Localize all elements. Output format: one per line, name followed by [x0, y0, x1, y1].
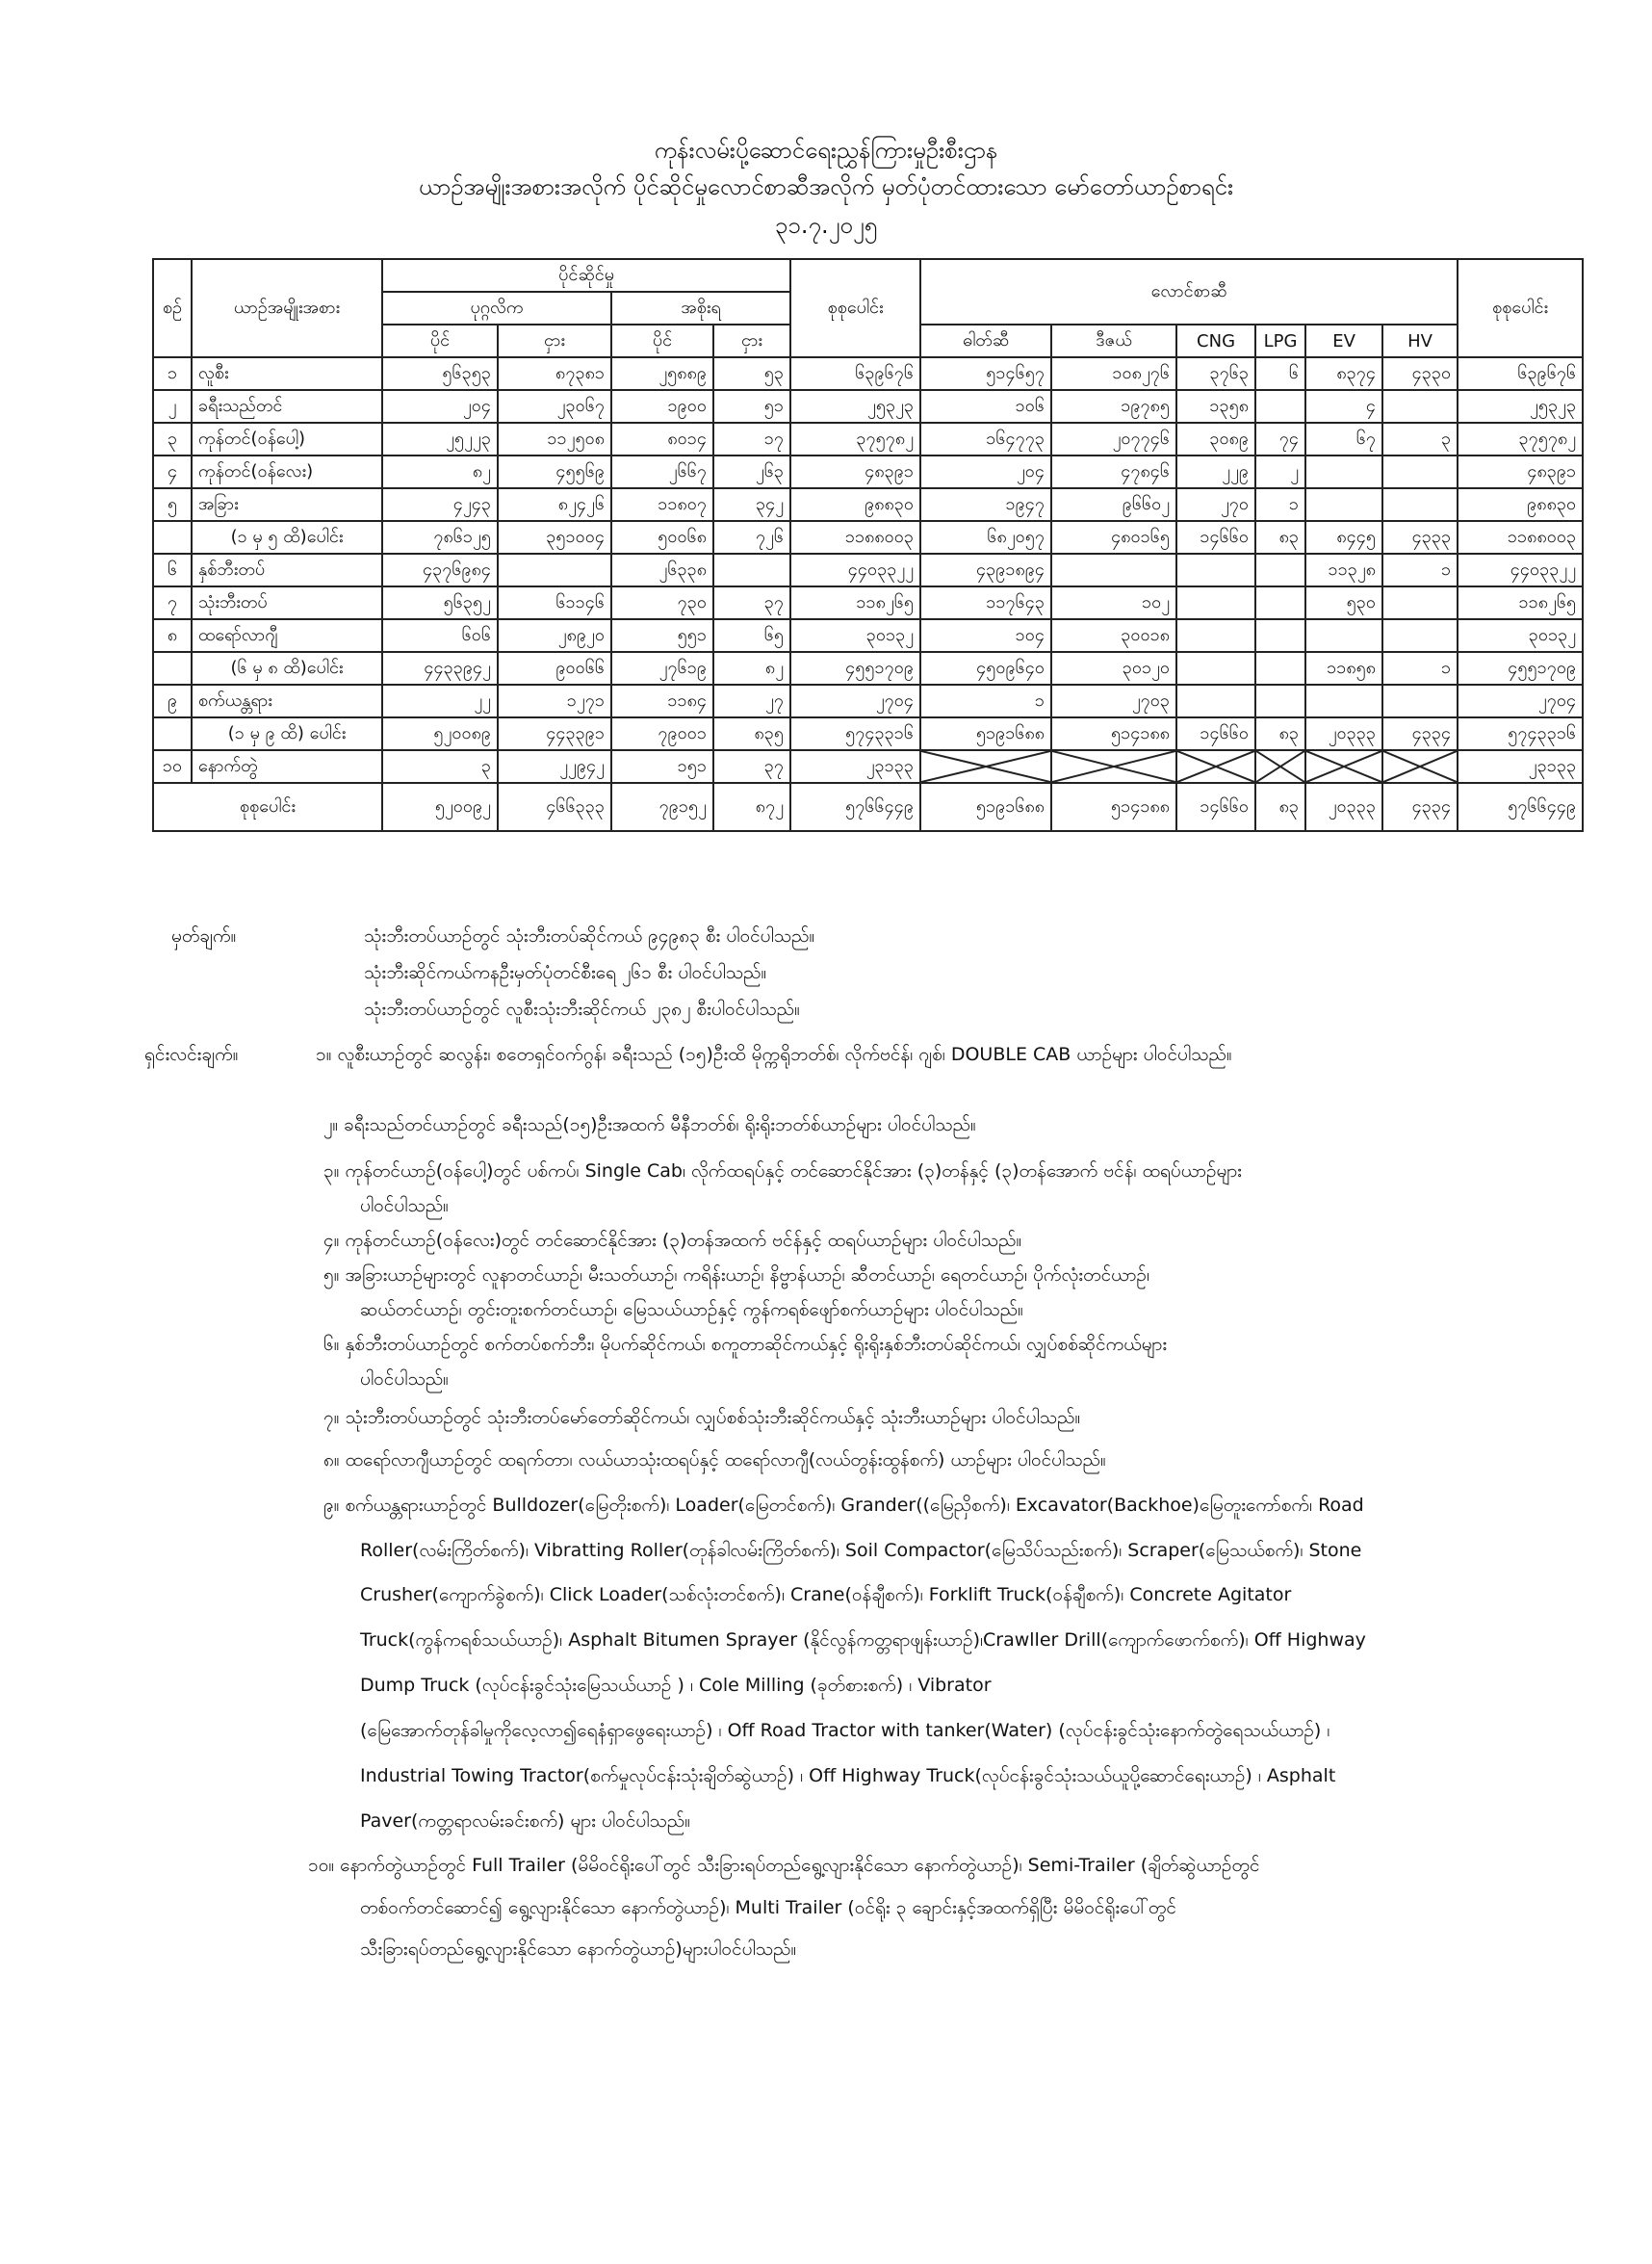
header-hv: HV	[1382, 325, 1458, 357]
cell-ev: ၄	[1305, 390, 1382, 423]
row-no: ၂	[153, 390, 192, 423]
cell-private-own: ၆၀၆	[382, 619, 498, 652]
cell-fuel-total: ၂၅၃၂၃	[1458, 390, 1583, 423]
cell-ownership-total: ၁၁၈၂၆၅	[790, 586, 920, 619]
cell-gov-own: ၂၆၃၃၈	[611, 554, 713, 586]
explanation-line: Crusher(ကျောက်ခွဲစက်)၊ Click Loader(သစ်လုံးတင်စက်)၊ Crane(ဝန်ချီစက်)၊ Forklift Truck(ဝန်ချီစက်)၊ Concrete Agitator	[360, 1584, 1292, 1605]
header-private-rent: ငှား	[498, 325, 611, 357]
total-hv: ၄၃၃၄	[1382, 783, 1458, 831]
cell-ownership-total: ၂၅၃၂၃	[790, 390, 920, 423]
cell-gov-own: ၂၅၈၈၉	[611, 357, 713, 390]
cell-gov-rent: ၆၅	[713, 619, 790, 652]
explanation-line: ၉။ စက်ယန္တရားယာဉ်တွင် Bulldozer(မြေတိုးစက်)၊ Loader(မြေတင်စက်)၊ Grander((မြေညှိစက်)၊ Excavator(Backhoe)မြေတူးကော်စက်၊ Road	[323, 1495, 1364, 1516]
cell-fuel-total: ၃၀၁၃၂	[1458, 619, 1583, 652]
crossed-cell	[1382, 750, 1458, 783]
cell-petrol: ၆၈၂၀၅၇	[920, 521, 1051, 554]
cell-private-own: ၅၆၃၅၂	[382, 586, 498, 619]
cell-ownership-total: ၄၄၀၃၃၂၂	[790, 554, 920, 586]
header-cng: CNG	[1176, 325, 1255, 357]
cell-ownership-total: ၃၀၁၃၂	[790, 619, 920, 652]
explanation-line: Truck(ကွန်ကရစ်သယ်ယာဉ်)၊ Asphalt Bitumen Sprayer (နိုင်လွန်ကတ္တရာဖျန်းယာဉ်)၊Crawller Drill(ကျောက်ဖောက်စက်)၊ Off Highway	[360, 1629, 1366, 1651]
row-type: နှစ်ဘီးတပ်	[192, 554, 382, 586]
row-type: ခရီးသည်တင်	[192, 390, 382, 423]
row-no: ၈	[153, 619, 192, 652]
cell-fuel-total: ၉၈၈၃၀	[1458, 488, 1583, 521]
cell-gov-rent: ၃၇	[713, 750, 790, 783]
cell-gov-rent: ၈၂	[713, 652, 790, 685]
cell-hv	[1382, 455, 1458, 488]
total-ev: ၂၀၃၃၃	[1305, 783, 1382, 831]
cell-ev	[1305, 619, 1382, 652]
cell-hv: ၃	[1382, 423, 1458, 455]
cell-gov-own: ၂၇၆၁၉	[611, 652, 713, 685]
cell-petrol: ၁၉၄၇	[920, 488, 1051, 521]
cell-private-rent: ၂၃၀၆၇	[498, 390, 611, 423]
cell-gov-own: ၁၁၈၀၇	[611, 488, 713, 521]
cell-ev: ၈၃၇၄	[1305, 357, 1382, 390]
cell-petrol: ၂၀၄	[920, 455, 1051, 488]
explanation-line: ၄။ ကုန်တင်ယာဉ်(ဝန်လေး)တွင် တင်ဆောင်နိုင်အား (၃)တန်အထက် ဗင်န်နှင့် ထရပ်ယာဉ်များ ပါဝင်ပါသည်။	[323, 1230, 1022, 1251]
total-gov-own: ၇၉၁၅၂	[611, 783, 713, 831]
cell-fuel-total: ၁၁၈၈၀၀၃	[1458, 521, 1583, 554]
cell-hv: ၄၃၃၀	[1382, 357, 1458, 390]
cell-ownership-total: ၂၇၀၄	[790, 685, 920, 717]
cell-private-rent: ၈၂၄၂၆	[498, 488, 611, 521]
cell-gov-own: ၁၁၈၄	[611, 685, 713, 717]
table-row	[153, 750, 1583, 783]
cell-private-rent: ၄၄၃၃၉၁	[498, 717, 611, 750]
explanations-label: ရှင်းလင်းချက်။	[144, 1044, 239, 1065]
row-type: သုံးဘီးတပ်	[192, 586, 382, 619]
cell-private-rent: ၃၅၁၀၀၄	[498, 521, 611, 554]
cell-hv	[1382, 488, 1458, 521]
cell-lpg	[1255, 554, 1305, 586]
header-gov-own: ပိုင်	[611, 325, 713, 357]
cell-cng: ၂၇၀	[1176, 488, 1255, 521]
cell-diesel: ၂၀၇၇၄၆	[1051, 423, 1176, 455]
remark-line: သုံးဘီးဆိုင်ကယ်ကနဦးမှတ်ပုံတင်စီးရေ ၂၆၁ စီး ပါဝင်ပါသည်။	[364, 962, 767, 983]
grand-total-row	[153, 783, 1583, 831]
cell-fuel-total: ၂၇၀၄	[1458, 685, 1583, 717]
header-total-ownership: စုစုပေါင်း	[790, 259, 920, 357]
crossed-cell	[1305, 750, 1382, 783]
explanation-line: ၆။ နှစ်ဘီးတပ်ယာဉ်တွင် စက်တပ်စက်ဘီး၊ မိုပက်ဆိုင်ကယ်၊ စကူတာဆိုင်ကယ်နှင့် ရိုးရိုးနှစ်ဘီးတပ်ဆိုင်ကယ်၊ လျှပ်စစ်ဆိုင်ကယ်များ	[323, 1334, 1168, 1355]
cell-lpg: ၁	[1255, 488, 1305, 521]
row-no	[153, 521, 192, 554]
cell-ev: ၁၁၈၅၈	[1305, 652, 1382, 685]
header-private-own: ပိုင်	[382, 325, 498, 357]
cell-fuel-total: ၅၇၄၃၃၁၆	[1458, 717, 1583, 750]
crossed-cell	[1051, 750, 1176, 783]
table-row	[153, 390, 1583, 423]
table-row	[153, 619, 1583, 652]
row-type: (၁ မှ ၅ ထိ)ပေါင်း	[192, 521, 382, 554]
cell-hv: ၄၃၃၃	[1382, 521, 1458, 554]
cell-cng: ၃၇၆၃	[1176, 357, 1255, 390]
cell-fuel-total: ၄၅၅၁၇၀၉	[1458, 652, 1583, 685]
cell-cng	[1176, 652, 1255, 685]
cell-private-rent: ၁၁၂၅၀၈	[498, 423, 611, 455]
cell-private-own: ၅၆၃၅၃	[382, 357, 498, 390]
cell-ownership-total: ၄၈၃၉၁	[790, 455, 920, 488]
explanation-line: တစ်ဝက်တင်ဆောင်၍ ရွေ့လျားနိုင်သော နောက်တွဲယာဉ်)၊ Multi Trailer (ဝင်ရိုး ၃ ချောင်းနှင့်အထက်ရှိပြီး မိမိဝင်ရိုးပေါ်တွင်	[360, 1897, 1176, 1918]
row-type: ထရော်လာဂျီ	[192, 619, 382, 652]
report-date: ၃၁.၇.၂၀၂၅	[774, 212, 878, 239]
cell-private-rent: ၁၂၇၁	[498, 685, 611, 717]
cell-ev: ၂၀၃၃၃	[1305, 717, 1382, 750]
total-petrol: ၅၁၉၁၆၈၈	[920, 783, 1051, 831]
row-no: ၃	[153, 423, 192, 455]
cell-cng	[1176, 685, 1255, 717]
cell-cng	[1176, 586, 1255, 619]
cell-gov-rent: ၃၄၂	[713, 488, 790, 521]
cell-lpg	[1255, 685, 1305, 717]
cross-mark-icon	[1177, 751, 1254, 782]
row-no: ၅	[153, 488, 192, 521]
cell-diesel: ၁၀၈၂၇၆	[1051, 357, 1176, 390]
cell-ownership-total: ၂၃၁၃၃	[790, 750, 920, 783]
cell-diesel: ၅၁၄၁၈၈	[1051, 717, 1176, 750]
header-private: ပုဂ္ဂလိက	[382, 292, 611, 325]
cell-ownership-total: ၃၇၅၇၈၂	[790, 423, 920, 455]
cell-private-rent: ၈၇၃၈၁	[498, 357, 611, 390]
row-type: (၆ မှ ၈ ထိ)ပေါင်း	[192, 652, 382, 685]
row-no	[153, 652, 192, 685]
header-lpg: LPG	[1255, 325, 1305, 357]
cell-private-rent	[498, 554, 611, 586]
cell-private-own: ၄၃၇၆၉၈၄	[382, 554, 498, 586]
cross-mark-icon	[1256, 751, 1304, 782]
explanation-line: Roller(လမ်းကြိတ်စက်)၊ Vibratting Roller(တုန်ခါလမ်းကြိတ်စက်)၊ Soil Compactor(မြေသိပ်သည်းစက်)၊ Scraper(မြေသယ်စက်)၊ Stone	[360, 1540, 1362, 1561]
cell-hv	[1382, 586, 1458, 619]
table-row	[153, 423, 1583, 455]
header-total-fuel: စုစုပေါင်း	[1458, 259, 1583, 357]
cell-petrol: ၁၆၄၇၇၃	[920, 423, 1051, 455]
table-row	[153, 685, 1583, 717]
cell-diesel: ၁၀၂	[1051, 586, 1176, 619]
cell-lpg: ၆	[1255, 357, 1305, 390]
cell-private-own: ၅၂၀၀၈၉	[382, 717, 498, 750]
cell-cng: ၁၄၆၆၀	[1176, 717, 1255, 750]
explanation-line: သီးခြားရပ်တည်ရွေ့လျားနိုင်သော နောက်တွဲယာဉ်)များပါဝင်ပါသည်။	[360, 1939, 797, 1960]
total-private-own: ၅၂၀၀၉၂	[382, 783, 498, 831]
cell-diesel: ၄၈၀၁၆၅	[1051, 521, 1176, 554]
cell-private-own: ၂၅၂၂၃	[382, 423, 498, 455]
grand-total-label: စုစုပေါင်း	[153, 783, 382, 831]
explanation-line: ၁။ လူစီးယာဉ်တွင် ဆလွန်း၊ စတေရှင်ဝက်ဂွန်၊ ခရီးသည် (၁၅)ဦးထိ မိုက္ကရိုဘတ်စ်၊ လိုက်ဗင်န်၊ ဂျစ်၊ DOUBLE CAB ယာဉ်များ ပါဝင်ပါသည်။	[316, 1044, 1232, 1065]
header-no: စဉ်	[153, 259, 192, 357]
cell-lpg: ၈၃	[1255, 521, 1305, 554]
cell-gov-own: ၅၀၀၆၈	[611, 521, 713, 554]
cell-lpg	[1255, 390, 1305, 423]
total-lpg: ၈၃	[1255, 783, 1305, 831]
table-row	[153, 357, 1583, 390]
cell-private-rent: ၄၅၅၆၉	[498, 455, 611, 488]
cell-ownership-total: ၄၅၅၁၇၀၉	[790, 652, 920, 685]
header-ownership: ပိုင်ဆိုင်မှု	[382, 259, 790, 292]
cell-private-rent: ၂၂၉၄၂	[498, 750, 611, 783]
header-gov-rent: ငှား	[713, 325, 790, 357]
cell-diesel: ၃၀၀၁၈	[1051, 619, 1176, 652]
row-no	[153, 717, 192, 750]
explanation-line: ပါဝင်ပါသည်။	[360, 1195, 449, 1216]
total-diesel: ၅၁၄၁၈၈	[1051, 783, 1176, 831]
cell-gov-rent: ၈၃၅	[713, 717, 790, 750]
header-ev: EV	[1305, 325, 1382, 357]
row-type: လူစီး	[192, 357, 382, 390]
cell-private-own: ၂၀၄	[382, 390, 498, 423]
crossed-cell	[1176, 750, 1255, 783]
cell-gov-rent: ၅၃	[713, 357, 790, 390]
cell-gov-rent	[713, 554, 790, 586]
explanation-line: ဆယ်တင်ယာဉ်၊ တွင်းတူးစက်တင်ယာဉ်၊ မြေသယ်ယာဉ်နှင့် ကွန်ကရစ်ဖျော်စက်ယာဉ်များ ပါဝင်ပါသည်။	[360, 1299, 1023, 1320]
row-type: နောက်တွဲ	[192, 750, 382, 783]
cell-gov-rent: ၂၆၃	[713, 455, 790, 488]
cell-petrol: ၁၁၇၆၄၃	[920, 586, 1051, 619]
vehicle-table	[152, 258, 1584, 832]
cell-ev	[1305, 685, 1382, 717]
cross-mark-icon	[1383, 751, 1457, 782]
cell-gov-own: ၁၅၁	[611, 750, 713, 783]
header-type: ယာဉ်အမျိုးအစား	[192, 259, 382, 357]
total-cng: ၁၄၆၆၀	[1176, 783, 1255, 831]
cell-lpg	[1255, 652, 1305, 685]
row-type: (၁ မှ ၉ ထိ) ပေါင်း	[192, 717, 382, 750]
cell-cng	[1176, 619, 1255, 652]
cell-private-rent: ၉၀၀၆၆	[498, 652, 611, 685]
row-type: အခြား	[192, 488, 382, 521]
cell-petrol: ၁၀၄	[920, 619, 1051, 652]
cell-lpg: ၇၄	[1255, 423, 1305, 455]
cross-mark-icon	[1306, 751, 1381, 782]
explanation-line: ၇။ သုံးဘီးတပ်ယာဉ်တွင် သုံးဘီးတပ်မော်တော်ဆိုင်ကယ်၊ လျှပ်စစ်သုံးဘီးဆိုင်ကယ်နှင့် သုံးဘီးယာဉ်များ ပါဝင်ပါသည်။	[323, 1407, 1081, 1428]
cell-petrol: ၅၁၉၁၆၈၈	[920, 717, 1051, 750]
total-gov-rent: ၈၇၂	[713, 783, 790, 831]
explanation-line: ၈။ ထရော်လာဂျီယာဉ်တွင် ထရက်တာ၊ လယ်ယာသုံးထရပ်နှင့် ထရော်လာဂျီ(လယ်တွန်းထွန်စက်) ယာဉ်များ ပါဝင်ပါသည်။	[323, 1449, 1106, 1470]
total-fuel-total: ၅၇၆၆၄၄၉	[1458, 783, 1583, 831]
cell-gov-rent: ၅၁	[713, 390, 790, 423]
cell-private-rent: ၆၁၁၄၆	[498, 586, 611, 619]
cell-gov-own: ၈၀၁၄	[611, 423, 713, 455]
explanation-line: Industrial Towing Tractor(စက်မှုလုပ်ငန်းသုံးချိတ်ဆွဲယာဉ်) ၊ Off Highway Truck(လုပ်ငန်းခွင်သုံးသယ်ယူပို့ဆောင်ရေးယာဉ်) ၊ Asphalt	[360, 1765, 1336, 1786]
cell-hv	[1382, 619, 1458, 652]
row-no: ၁၀	[153, 750, 192, 783]
table-row	[153, 652, 1583, 685]
cell-ownership-total: ၉၈၈၃၀	[790, 488, 920, 521]
crossed-cell	[920, 750, 1051, 783]
header-gov: အစိုးရ	[611, 292, 790, 325]
cell-ev	[1305, 455, 1382, 488]
explanation-line: ၅။ အခြားယာဉ်များတွင် လူနာတင်ယာဉ်၊ မီးသတ်ယာဉ်၊ ကရိန်းယာဉ်၊ နိဗ္ဗာန်ယာဉ်၊ ဆီတင်ယာဉ်၊ ရေတင်ယာဉ်၊ ပိုက်လုံးတင်ယာဉ်၊	[323, 1264, 1149, 1286]
cell-diesel	[1051, 554, 1176, 586]
cell-fuel-total: ၄၈၃၉၁	[1458, 455, 1583, 488]
row-no: ၄	[153, 455, 192, 488]
cell-private-own: ၄၂၄၃	[382, 488, 498, 521]
cell-cng: ၁၃၅၈	[1176, 390, 1255, 423]
cell-lpg: ၈၃	[1255, 717, 1305, 750]
cell-diesel: ၉၆၆၀၂	[1051, 488, 1176, 521]
explanation-line: ပါဝင်ပါသည်။	[360, 1368, 449, 1390]
cell-private-own: ၂၂	[382, 685, 498, 717]
cell-cng: ၃၀၈၉	[1176, 423, 1255, 455]
row-no: ၁	[153, 357, 192, 390]
cell-lpg	[1255, 619, 1305, 652]
cell-private-rent: ၂၈၉၂၀	[498, 619, 611, 652]
total-private-rent: ၄၆၆၃၃၃	[498, 783, 611, 831]
cell-diesel: ၃၀၁၂၀	[1051, 652, 1176, 685]
cell-fuel-total: ၃၇၅၇၈၂	[1458, 423, 1583, 455]
cell-petrol: ၄၅၀၉၆၄၀	[920, 652, 1051, 685]
table-row	[153, 717, 1583, 750]
cell-private-own: ၈၂	[382, 455, 498, 488]
table-row	[153, 521, 1583, 554]
cell-ev: ၆၇	[1305, 423, 1382, 455]
cell-cng: ၁၄၆၆၀	[1176, 521, 1255, 554]
header-petrol: ဓါတ်ဆီ	[920, 325, 1051, 357]
cross-mark-icon	[921, 751, 1050, 782]
cell-fuel-total: ၂၃၁၃၃	[1458, 750, 1583, 783]
explanation-line: Paver(ကတ္တရာလမ်းခင်းစက်) များ ပါဝင်ပါသည်။	[360, 1810, 690, 1832]
cell-petrol: ၁	[920, 685, 1051, 717]
remark-line: သုံးဘီးတပ်ယာဉ်တွင် သုံးဘီးတပ်ဆိုင်ကယ် ၉၄၉၈၃ စီး ပါဝင်ပါသည်။	[364, 925, 815, 947]
crossed-cell	[1255, 750, 1305, 783]
row-type: စက်ယန္တရား	[192, 685, 382, 717]
cell-hv: ၁	[1382, 652, 1458, 685]
cell-diesel: ၂၇၀၃	[1051, 685, 1176, 717]
remark-line: သုံးဘီးတပ်ယာဉ်တွင် လူစီးသုံးဘီးဆိုင်ကယ် ၂၃၈၂ စီးပါဝင်ပါသည်။	[364, 999, 800, 1020]
cell-ev: ၅၃၀	[1305, 586, 1382, 619]
cell-gov-own: ၇၉၀၀၁	[611, 717, 713, 750]
cell-lpg	[1255, 586, 1305, 619]
cell-ev	[1305, 488, 1382, 521]
cell-ownership-total: ၆၃၉၆၇၆	[790, 357, 920, 390]
total-ownership-total: ၅၇၆၆၄၄၉	[790, 783, 920, 831]
cell-fuel-total: ၁၁၈၂၆၅	[1458, 586, 1583, 619]
cell-private-own: ၇၈၆၁၂၅	[382, 521, 498, 554]
cell-fuel-total: ၆၃၉၆၇၆	[1458, 357, 1583, 390]
table-row	[153, 586, 1583, 619]
cell-cng	[1176, 554, 1255, 586]
cell-lpg: ၂	[1255, 455, 1305, 488]
cell-hv: ၁	[1382, 554, 1458, 586]
cell-ownership-total: ၁၁၈၈၀၀၃	[790, 521, 920, 554]
header-fuel: လောင်စာဆီ	[920, 259, 1458, 325]
explanation-line: ၃။ ကုန်တင်ယာဉ်(ဝန်ပေါ့)တွင် ပစ်ကပ်၊ Single Cab၊ လိုက်ထရပ်နှင့် တင်ဆောင်နိုင်အား (၃)တန်နှင့် (၃)တန်အောက် ဗင်န်၊ ထရပ်ယာဉ်များ	[323, 1160, 1242, 1182]
row-no: ၉	[153, 685, 192, 717]
cell-private-own: ၄၄၃၃၉၄၂	[382, 652, 498, 685]
explanation-line: (မြေအောက်တုန်ခါမှုကိုလေ့လာ၍ရေနံရှာဖွေရေးယာဉ်) ၊ Off Road Tractor with tanker(Water) (လုပ်ငန်းခွင်သုံးနောက်တွဲရေသယ်ယာဉ်) ၊	[360, 1720, 1330, 1741]
cell-gov-own: ၇၃၀	[611, 586, 713, 619]
cell-gov-rent: ၇၂၆	[713, 521, 790, 554]
cell-cng: ၂၂၉	[1176, 455, 1255, 488]
cell-ev: ၁၁၃၂၈	[1305, 554, 1382, 586]
cell-ownership-total: ၅၇၄၃၃၁၆	[790, 717, 920, 750]
row-type: ကုန်တင်(ဝန်လေး)	[192, 455, 382, 488]
cell-diesel: ၁၉၇၈၅	[1051, 390, 1176, 423]
cell-hv	[1382, 390, 1458, 423]
cell-petrol: ၅၁၄၆၅၇	[920, 357, 1051, 390]
department-title: ကုန်းလမ်းပို့ဆောင်ရေးညွှန်ကြားမှုဦးစီးဌာန	[654, 137, 998, 164]
explanation-line: Dump Truck (လုပ်ငန်းခွင်သုံးမြေသယ်ယာဉ် ) ၊ Cole Milling (ခုတ်စားစက်) ၊ Vibrator	[360, 1675, 992, 1696]
cell-petrol: ၄၃၉၁၈၉၄	[920, 554, 1051, 586]
explanation-line: ၁၀။ နောက်တွဲယာဉ်တွင် Full Trailer (မိမိဝင်ရိုးပေါ်တွင် သီးခြားရပ်တည်ရွေ့လျားနိုင်သော နောက်တွဲယာဉ်)၊ Semi-Trailer (ချိတ်ဆွဲယာဉ်တွင်	[308, 1855, 1260, 1876]
row-type: ကုန်တင်(ဝန်ပေါ့)	[192, 423, 382, 455]
cell-gov-own: ၂၆၆၇	[611, 455, 713, 488]
table-row	[153, 554, 1583, 586]
cell-gov-rent: ၃၇	[713, 586, 790, 619]
cell-fuel-total: ၄၄၀၃၃၂၂	[1458, 554, 1583, 586]
cross-mark-icon	[1052, 751, 1175, 782]
header-diesel: ဒီဇယ်	[1051, 325, 1176, 357]
table-row	[153, 488, 1583, 521]
cell-ev: ၈၄၄၅	[1305, 521, 1382, 554]
row-no: ၇	[153, 586, 192, 619]
cell-diesel: ၄၇၈၄၆	[1051, 455, 1176, 488]
table-row	[153, 455, 1583, 488]
row-no: ၆	[153, 554, 192, 586]
remarks-label: မှတ်ချက်။	[171, 925, 237, 947]
cell-hv	[1382, 685, 1458, 717]
explanation-line: ၂။ ခရီးသည်တင်ယာဉ်တွင် ခရီးသည်(၁၅)ဦးအထက် မီနီဘတ်စ်၊ ရိုးရိုးဘတ်စ်ယာဉ်များ ပါဝင်ပါသည်။	[323, 1114, 976, 1135]
cell-petrol: ၁၀၆	[920, 390, 1051, 423]
cell-private-own: ၃	[382, 750, 498, 783]
cell-gov-own: ၁၉၀၀	[611, 390, 713, 423]
report-title: ယာဉ်အမျိုးအစားအလိုက် ပိုင်ဆိုင်မှုလောင်စာဆီအလိုက် မှတ်ပုံတင်ထားသော မော်တော်ယာဉ်စာရင်း	[418, 173, 1234, 200]
cell-hv: ၄၃၃၄	[1382, 717, 1458, 750]
cell-gov-rent: ၂၇	[713, 685, 790, 717]
cell-gov-own: ၅၅၁	[611, 619, 713, 652]
cell-gov-rent: ၁၇	[713, 423, 790, 455]
